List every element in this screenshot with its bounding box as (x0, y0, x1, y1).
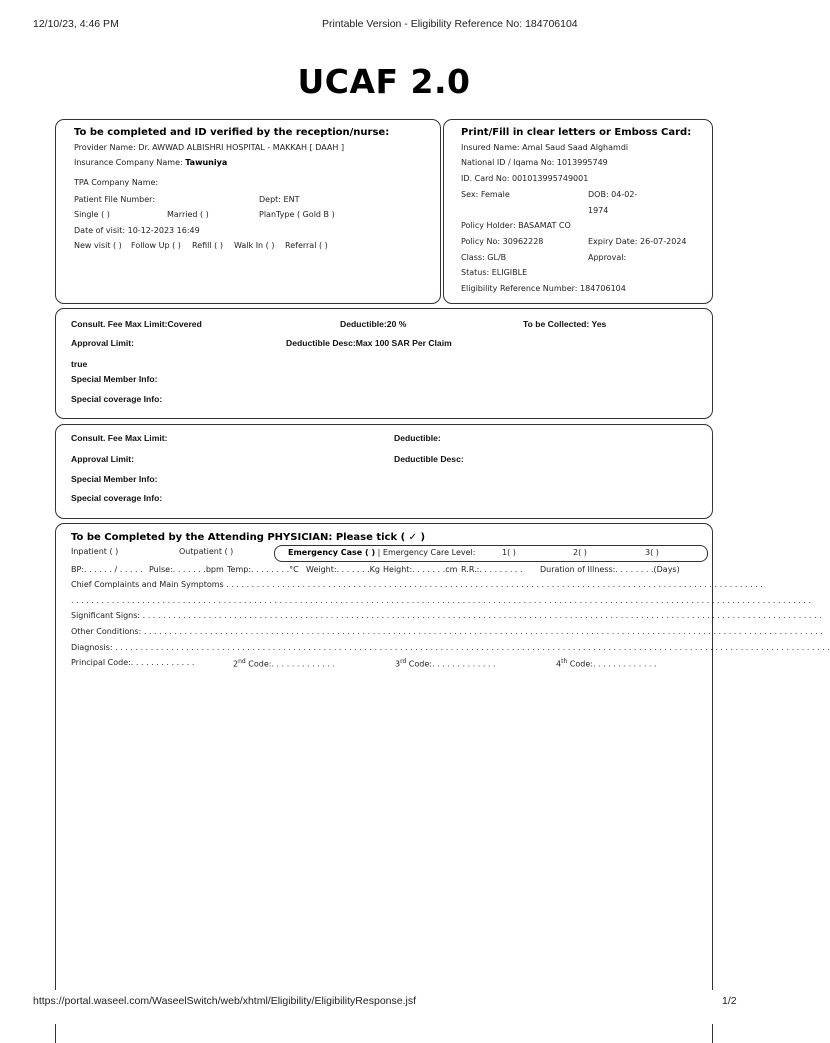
eligibility-status: Status: ELIGIBLE (461, 268, 528, 277)
class: Class: GL/B (461, 253, 507, 262)
print-header-title: Printable Version - Eligibility Reference No: 184706104 (322, 18, 578, 30)
special-coverage-info-2: Special coverage Info: (71, 493, 163, 503)
other-conditions-label: Other Conditions: (71, 627, 142, 636)
document-title: UCAF 2.0 (297, 62, 471, 101)
provider-name: Provider Name: Dr. AWWAD ALBISHRI HOSPITAL - MAKKAH [ DAAH ] (74, 143, 345, 152)
significant-signs-label: Significant Signs: (71, 611, 141, 620)
follow-up-checkbox: Follow Up ( ) (131, 241, 181, 250)
third-code-label: Code:. . . . . . . . . . . . . (406, 659, 496, 669)
emergency-case (288, 548, 475, 557)
physician-section (55, 523, 830, 1043)
refill-checkbox: Refill ( ) (192, 241, 223, 250)
emergency-care-level: | Emergency Care Level: (377, 548, 476, 557)
fourth-code (556, 658, 657, 669)
third-code-num: 3 (395, 659, 401, 669)
deductible-2: Deductible: (394, 433, 441, 443)
height-field: Height:. . . . . . .cm (383, 565, 458, 574)
deductible-desc: Deductible Desc:Max 100 SAR Per Claim (286, 338, 452, 348)
insurance-company (74, 158, 227, 167)
walk-in-checkbox: Walk In ( ) (234, 241, 275, 250)
deductible: Deductible:20 % (340, 319, 407, 329)
insured-name: Insured Name: Amal Saud Saad Alghamdi (461, 143, 629, 152)
national-id: National ID / Iqama No: 1013995749 (461, 158, 608, 167)
eligibility-reference: Eligibility Reference Number: 184706104 (461, 284, 626, 293)
deductible-desc-2: Deductible Desc: (394, 454, 464, 464)
referral-checkbox: Referral ( ) (285, 241, 328, 250)
diagnosis-line: Diagnosis: . . . . . . . . . . . . . . . . . . . . . . . . . . . . . . . . . . . . . . . . . . . . . . . . . . . . . . . . . . . . . . . . . . . . . . . . . . . . . . . . . . . . . . . . . . . . . . . . . . . . . . . . . . . . . . . . . . . . . . . . . . . . . . . . . . . . . . . . . . . . . (71, 643, 830, 652)
rr-field: R.R.:. . . . . . . . . (461, 565, 523, 574)
coverage-section-1 (55, 308, 713, 419)
other-conditions-line: Other Conditions: . . . . . . . . . . . . . . . . . . . . . . . . . . . . . . . . . . . . . . . . . . . . . . . . . . . . . . . . . . . . . . . . . . . . . . . . . . . . . . . . . . . . . . . . . . . . . . . . . . . . . . . . . . . . . . . . . . . . . . . . . . . . . . . . . . . . . . (71, 627, 823, 636)
chief-complaints-line: Chief Complaints and Main Symptoms . . . . . . . . . . . . . . . . . . . . . . . . . . . . . . . . . . . . . . . . . . . . . . . . . . . . . . . . . . . . . . . . . . . . . . . . . . . . . . . . . . . . . . . . . . . . . . . . . . . . . . . . . . (71, 580, 763, 589)
page-url: https://portal.waseel.com/WaseelSwitch/web/xhtml/Eligibility/EligibilityResponse.jsf (33, 995, 417, 1007)
second-code-label: Code:. . . . . . . . . . . . . (245, 659, 336, 669)
second-code (233, 658, 335, 669)
dob-line2: 1974 (588, 206, 609, 215)
card-section (443, 119, 713, 304)
reception-heading: To be completed and ID verified by the reception/nurse: (74, 127, 390, 138)
married-checkbox: Married ( ) (167, 210, 209, 219)
special-coverage-info: Special coverage Info: (71, 394, 163, 404)
insurance-label: Insurance Company Name: (74, 158, 183, 167)
print-datetime: 12/10/23, 4:46 PM (33, 18, 119, 30)
chief-complaints-label: Chief Complaints and Main Symptoms (71, 580, 224, 589)
card-heading: Print/Fill in clear letters or Emboss Card: (461, 127, 692, 138)
dob-line1: DOB: 04-02- (588, 190, 638, 199)
approval-limit: Approval Limit: (71, 338, 135, 348)
to-be-collected: To be Collected: Yes (523, 319, 607, 329)
page-number: 1/2 (722, 995, 737, 1007)
emergency-case-label: Emergency Case ( ) (288, 548, 376, 557)
consult-fee-limit: Consult. Fee Max Limit:Covered (71, 319, 202, 329)
significant-signs-line: Significant Signs: . . . . . . . . . . . . . . . . . . . . . . . . . . . . . . . . . . . . . . . . . . . . . . . . . . . . . . . . . . . . . . . . . . . . . . . . . . . . . . . . . . . . . . . . . . . . . . . . . . . . . . . . . . . . . . . . . . . . . . . . . . . . . . . . . . . . . . (71, 611, 822, 620)
second-code-num: 2 (233, 659, 239, 669)
pulse-field: Pulse:. . . . . . .bpm (149, 565, 224, 574)
diagnosis-label: Diagnosis: (71, 643, 113, 652)
single-checkbox: Single ( ) (74, 210, 110, 219)
id-card-number: ID. Card No: 001013995749001 (461, 174, 589, 183)
second-code-sup: nd (238, 658, 246, 665)
new-visit-checkbox: New visit ( ) (74, 241, 122, 250)
policy-number: Policy No: 30962228 (461, 237, 544, 246)
reception-section (55, 119, 441, 304)
coverage-section-2 (55, 424, 713, 519)
consult-fee-limit-2: Consult. Fee Max Limit: (71, 433, 168, 443)
weight-field: Weight:. . . . . . .Kg (306, 565, 380, 574)
sex: Sex: Female (461, 190, 510, 199)
approval-limit-2: Approval Limit: (71, 454, 135, 464)
patient-file-number: Patient File Number: (74, 195, 156, 204)
special-member-info: Special Member Info: (71, 374, 158, 384)
outpatient-checkbox: Outpatient ( ) (179, 547, 234, 556)
principal-code: Principal Code:. . . . . . . . . . . . . (71, 658, 195, 667)
approval-limit-value: true (71, 359, 88, 369)
chief-complaints-line-2: . . . . . . . . . . . . . . . . . . . . . . . . . . . . . . . . . . . . . . . . . . . . . . . . . . . . . . . . . . . . . . . . . . . . . . . . . . . . . . . . . . . . . . . . . . . . . . . . . . . . . . . . . . . . . . . . . . . . . . . . . . . . . . . . . . . . . . . . . . . . . . . . . . (71, 596, 812, 605)
insurance-value: Tawuniya (185, 158, 228, 167)
fourth-code-sup: th (561, 658, 568, 665)
inpatient-checkbox: Inpatient ( ) (71, 547, 119, 556)
third-code (395, 658, 496, 669)
bp-field: BP:. . . . . . / . . . . . (71, 565, 143, 574)
date-of-visit: Date of visit: 10-12-2023 16:49 (74, 226, 200, 235)
plan-type: PlanType ( Gold B ) (259, 210, 335, 219)
special-member-info-2: Special Member Info: (71, 474, 158, 484)
dept: Dept: ENT (259, 195, 300, 204)
fourth-code-label: Code:. . . . . . . . . . . . . (567, 659, 657, 669)
approval: Approval: (588, 253, 627, 262)
duration-of-illness: Duration of Illness:. . . . . . . .(Days) (540, 565, 680, 574)
emergency-level-1: 1( ) (502, 548, 516, 557)
emergency-level-2: 2( ) (573, 548, 587, 557)
fourth-code-num: 4 (556, 659, 562, 669)
third-code-sup: rd (400, 658, 407, 665)
expiry-date: Expiry Date: 26-07-2024 (588, 237, 687, 246)
temp-field: Temp:. . . . . . . .°C (227, 565, 299, 574)
policy-holder: Policy Holder: BASAMAT CO (461, 221, 571, 230)
tpa-company: TPA Company Name: (74, 178, 159, 187)
emergency-level-3: 3( ) (645, 548, 659, 557)
physician-heading: To be Completed by the Attending PHYSICIAN: Please tick ( ✓ ) (71, 532, 426, 543)
